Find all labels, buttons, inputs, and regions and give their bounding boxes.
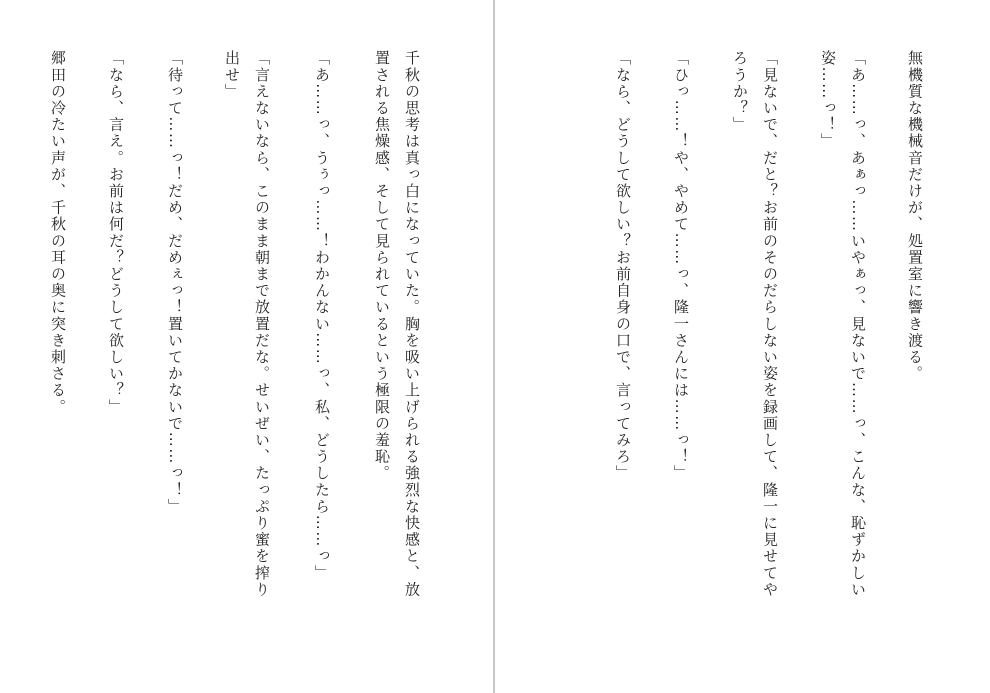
paragraph: 「待って……っ！だめ、だめぇっ！置いてかないで……っ！」	[166, 50, 184, 515]
paragraph: 「ひっ……！や、やめて……っ、隆一さんには……っ！」	[672, 50, 690, 482]
paragraph: 「あ……っ、あぁっ……いやぁっ、見ないで……っ、こんな、恥ずかしい 姿……っ！」	[819, 50, 867, 598]
paragraph: 「言えないなら、このまま朝まで放置だな。せいぜい、たっぷり蜜を搾り 出せ」	[223, 50, 271, 598]
paragraph: 無機質な機械音だけが、処置室に響き渡る。	[906, 50, 924, 382]
paragraph: 「なら、どうして欲しい？お前自身の口で、言ってみろ」	[614, 50, 632, 482]
paragraph: 千秋の思考は真っ白になっていた。胸を吸い上げられる強烈な快感と、放 置される焦燥感、そして見られているという極限の羞恥。	[373, 50, 421, 598]
right-page	[495, 0, 990, 693]
paragraph: 郷田の冷たい声が、千秋の耳の奥に突き刺さる。	[49, 50, 67, 416]
left-page	[0, 0, 493, 693]
paragraph: 「あ……っ、うぅっ……！わかんない……っ、私、どうしたら……っ」	[313, 50, 331, 582]
paragraph: 「見ないで、だと？お前のそのだらしない姿を録画して、隆一に見せてや ろうか？」	[731, 50, 779, 598]
paragraph: 「なら、言え。お前は何だ？どうして欲しい？」	[107, 50, 125, 416]
